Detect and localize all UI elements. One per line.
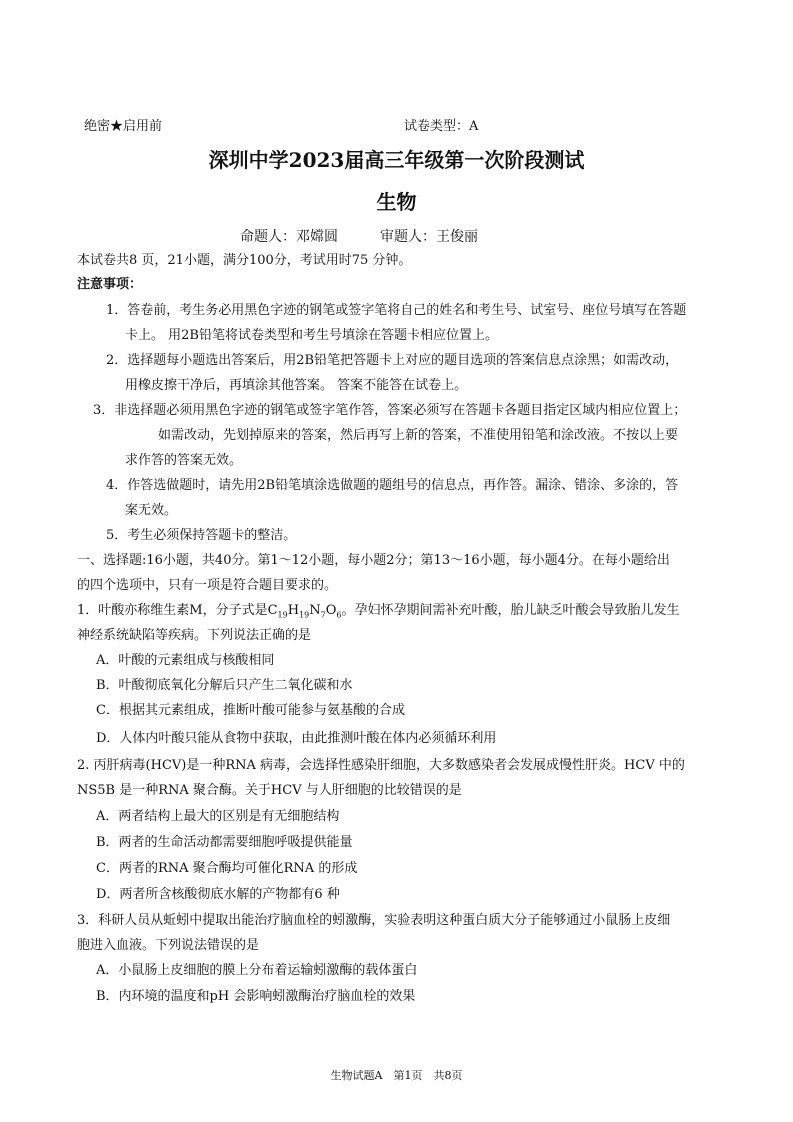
q2-stem: NS5B 是一种RNA 聚合酶。关于HCV 与人肝细胞的比较错误的是 xyxy=(77,783,462,798)
notice-line: 4．作答选做题时，请先用2B铅笔填涂选做题的题组号的信息点，再作答。漏涂、错涂、多涂的，答 xyxy=(106,478,679,493)
notice-line: 用橡皮擦干净后，再填涂其他答案。 答案不能答在试卷上。 xyxy=(125,378,468,393)
q3-option: B．内环境的温度和pH 会影响蚓激酶治疗脑血栓的效果 xyxy=(96,989,416,1004)
q1-stem-b: 。孕妇怀孕期间需补充叶酸，胎儿缺乏叶酸会导致胎儿发生 xyxy=(341,603,680,618)
notice-line: 3．非选择题必须用黑色字迹的钢笔或签字笔作答，答案必须写在答题卡各题目指定区域内相应位置上； xyxy=(93,403,687,418)
q2-option: B．两者的生命活动都需要细胞呼吸提供能量 xyxy=(96,835,353,850)
authors-line: 命题人：邓嫦圆 审题人：王俊丽 xyxy=(240,229,478,245)
notice-line: 2．选择题每小题选出答案后，用2B铅笔把答题卡上对应的题目选项的答案信息点涂黑；如需改动， xyxy=(106,353,679,368)
subject-title: 生物 xyxy=(376,190,417,214)
notice-line: 案无效。 xyxy=(125,503,178,518)
q3-option: A．小鼠肠上皮细胞的膜上分布着运输蚓激酶的载体蛋白 xyxy=(96,963,418,978)
q2-option: A．两者结构上最大的区别是有无细胞结构 xyxy=(96,809,340,824)
notice-line: 卡上。 用2B铅笔将试卷类型和考生号填涂在答题卡相应位置上。 xyxy=(125,328,498,343)
q1-option: A．叶酸的元素组成与核酸相同 xyxy=(96,653,275,668)
section-line: 的四个选项中，只有一项是符合题目要求的。 xyxy=(77,578,338,593)
secret-label: 绝密★启用前 xyxy=(84,119,163,134)
q3-stem: 胞进入血液。下列说法错误的是 xyxy=(77,938,260,953)
q1-option: C．根据其元素组成，推断叶酸可能参与氨基酸的合成 xyxy=(96,703,405,718)
intro-line: 本试卷共8 页，21小题，满分100分，考试用时75 分钟。 xyxy=(77,253,412,268)
q1-stem-a: 1．叶酸亦称维生素M，分子式是C xyxy=(77,603,278,618)
q2-stem: 2. 丙肝病毒(HCV)是一种RNA 病毒，会选择性感染肝细胞，大多数感染者会发展成慢性肝炎。HCV 中的 xyxy=(77,758,685,773)
notice-title: 注意事项： xyxy=(77,277,143,292)
formula-sub: 19 xyxy=(299,610,310,620)
q1-option: B．叶酸彻底氧化分解后只产生二氧化碳和水 xyxy=(96,678,353,693)
notice-line: 如需改动，先划掉原来的答案，然后再写上新的答案，不准使用铅笔和涂改液。不按以上要 xyxy=(158,428,679,443)
section-line: 一、选择题:16小题，共40分。第1～12小题，每小题2分；第13～16小题，每小题4分。在每小题给出 xyxy=(77,553,670,568)
notice-line: 1．答卷前，考生务必用黑色字迹的钢笔或签字笔将自己的姓名和考生号、试室号、座位号填写在答题 xyxy=(106,303,687,318)
page-footer: 生物试题A 第1页 共8页 xyxy=(330,1069,463,1082)
exam-title: 深圳中学2023届高三年级第一次阶段测试 xyxy=(208,148,585,172)
q1-option: D．人体内叶酸只能从食物中获取，由此推测叶酸在体内必须循环利用 xyxy=(96,731,497,746)
paper-type-label: 试卷类型：A xyxy=(404,119,479,134)
notice-line: 求作答的答案无效。 xyxy=(125,453,243,468)
q1-stem-cont: 神经系统缺陷等疾病。下列说法正确的是 xyxy=(77,628,312,643)
q1-stem: 1．叶酸亦称维生素M，分子式是$C_{19}H_{19}N_7O_6$。孕妇怀孕期间需补充叶酸，胎儿缺乏叶酸会导致胎儿发生 xyxy=(77,603,680,620)
formula-sub: 19 xyxy=(277,610,288,620)
q2-option: C．两者的RNA 聚合酶均可催化RNA 的形成 xyxy=(96,861,358,876)
formula-sub: 6 xyxy=(336,610,342,620)
q2-option: D．两者所含核酸彻底水解的产物都有6 种 xyxy=(96,887,340,902)
formula-sub: 7 xyxy=(320,610,326,620)
notice-line: 5．考生必须保持答题卡的整洁。 xyxy=(106,528,297,543)
q3-stem: 3．科研人员从蚯蚓中提取出能治疗脑血栓的蚓激酶，实验表明这种蛋白质大分子能够通过小鼠肠上皮细 xyxy=(77,913,671,928)
